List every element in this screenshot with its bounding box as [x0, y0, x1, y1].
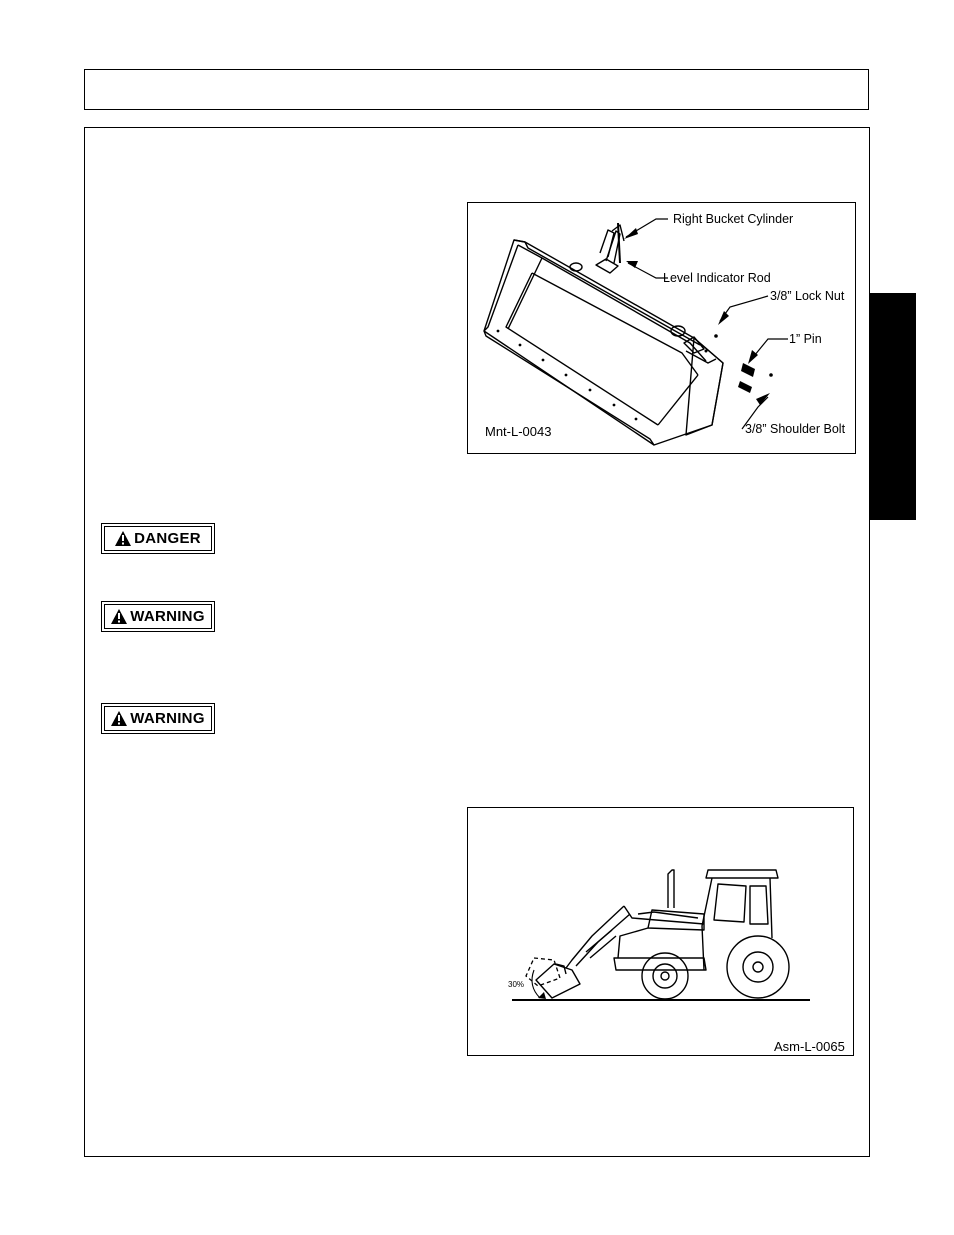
warning-sign-word: WARNING: [130, 710, 205, 727]
level-indicator-rod-label: Level Indicator Rod: [663, 271, 771, 285]
warning-sign: [101, 601, 215, 632]
warning-sign-word: WARNING: [130, 608, 205, 625]
warning-sign: [101, 703, 215, 734]
figure-id-asm-l-0065: Asm-L-0065: [774, 1039, 845, 1054]
shoulder-bolt-label: 3/8” Shoulder Bolt: [745, 422, 846, 436]
lock-nut-label: 3/8” Lock Nut: [770, 289, 845, 303]
tractor-loader-figure: [467, 807, 854, 1056]
section-side-tab: [869, 293, 916, 520]
danger-sign-word: DANGER: [134, 530, 201, 547]
pin-label: 1” Pin: [789, 332, 822, 346]
right-bucket-cylinder-label: Right Bucket Cylinder: [673, 212, 794, 226]
hazard-triangle-icon: [111, 609, 127, 624]
page-header-box: [84, 69, 869, 110]
bucket-angle-label: 30%: [508, 980, 525, 989]
danger-sign: [101, 523, 215, 554]
figure-id-mnt-l-0043: Mnt-L-0043: [485, 424, 552, 439]
tractor-drawing: [468, 808, 854, 1056]
hazard-triangle-icon: [111, 711, 127, 726]
hazard-triangle-icon: [115, 531, 131, 546]
bucket-drawing: [468, 203, 856, 454]
bucket-assembly-figure: [467, 202, 856, 454]
